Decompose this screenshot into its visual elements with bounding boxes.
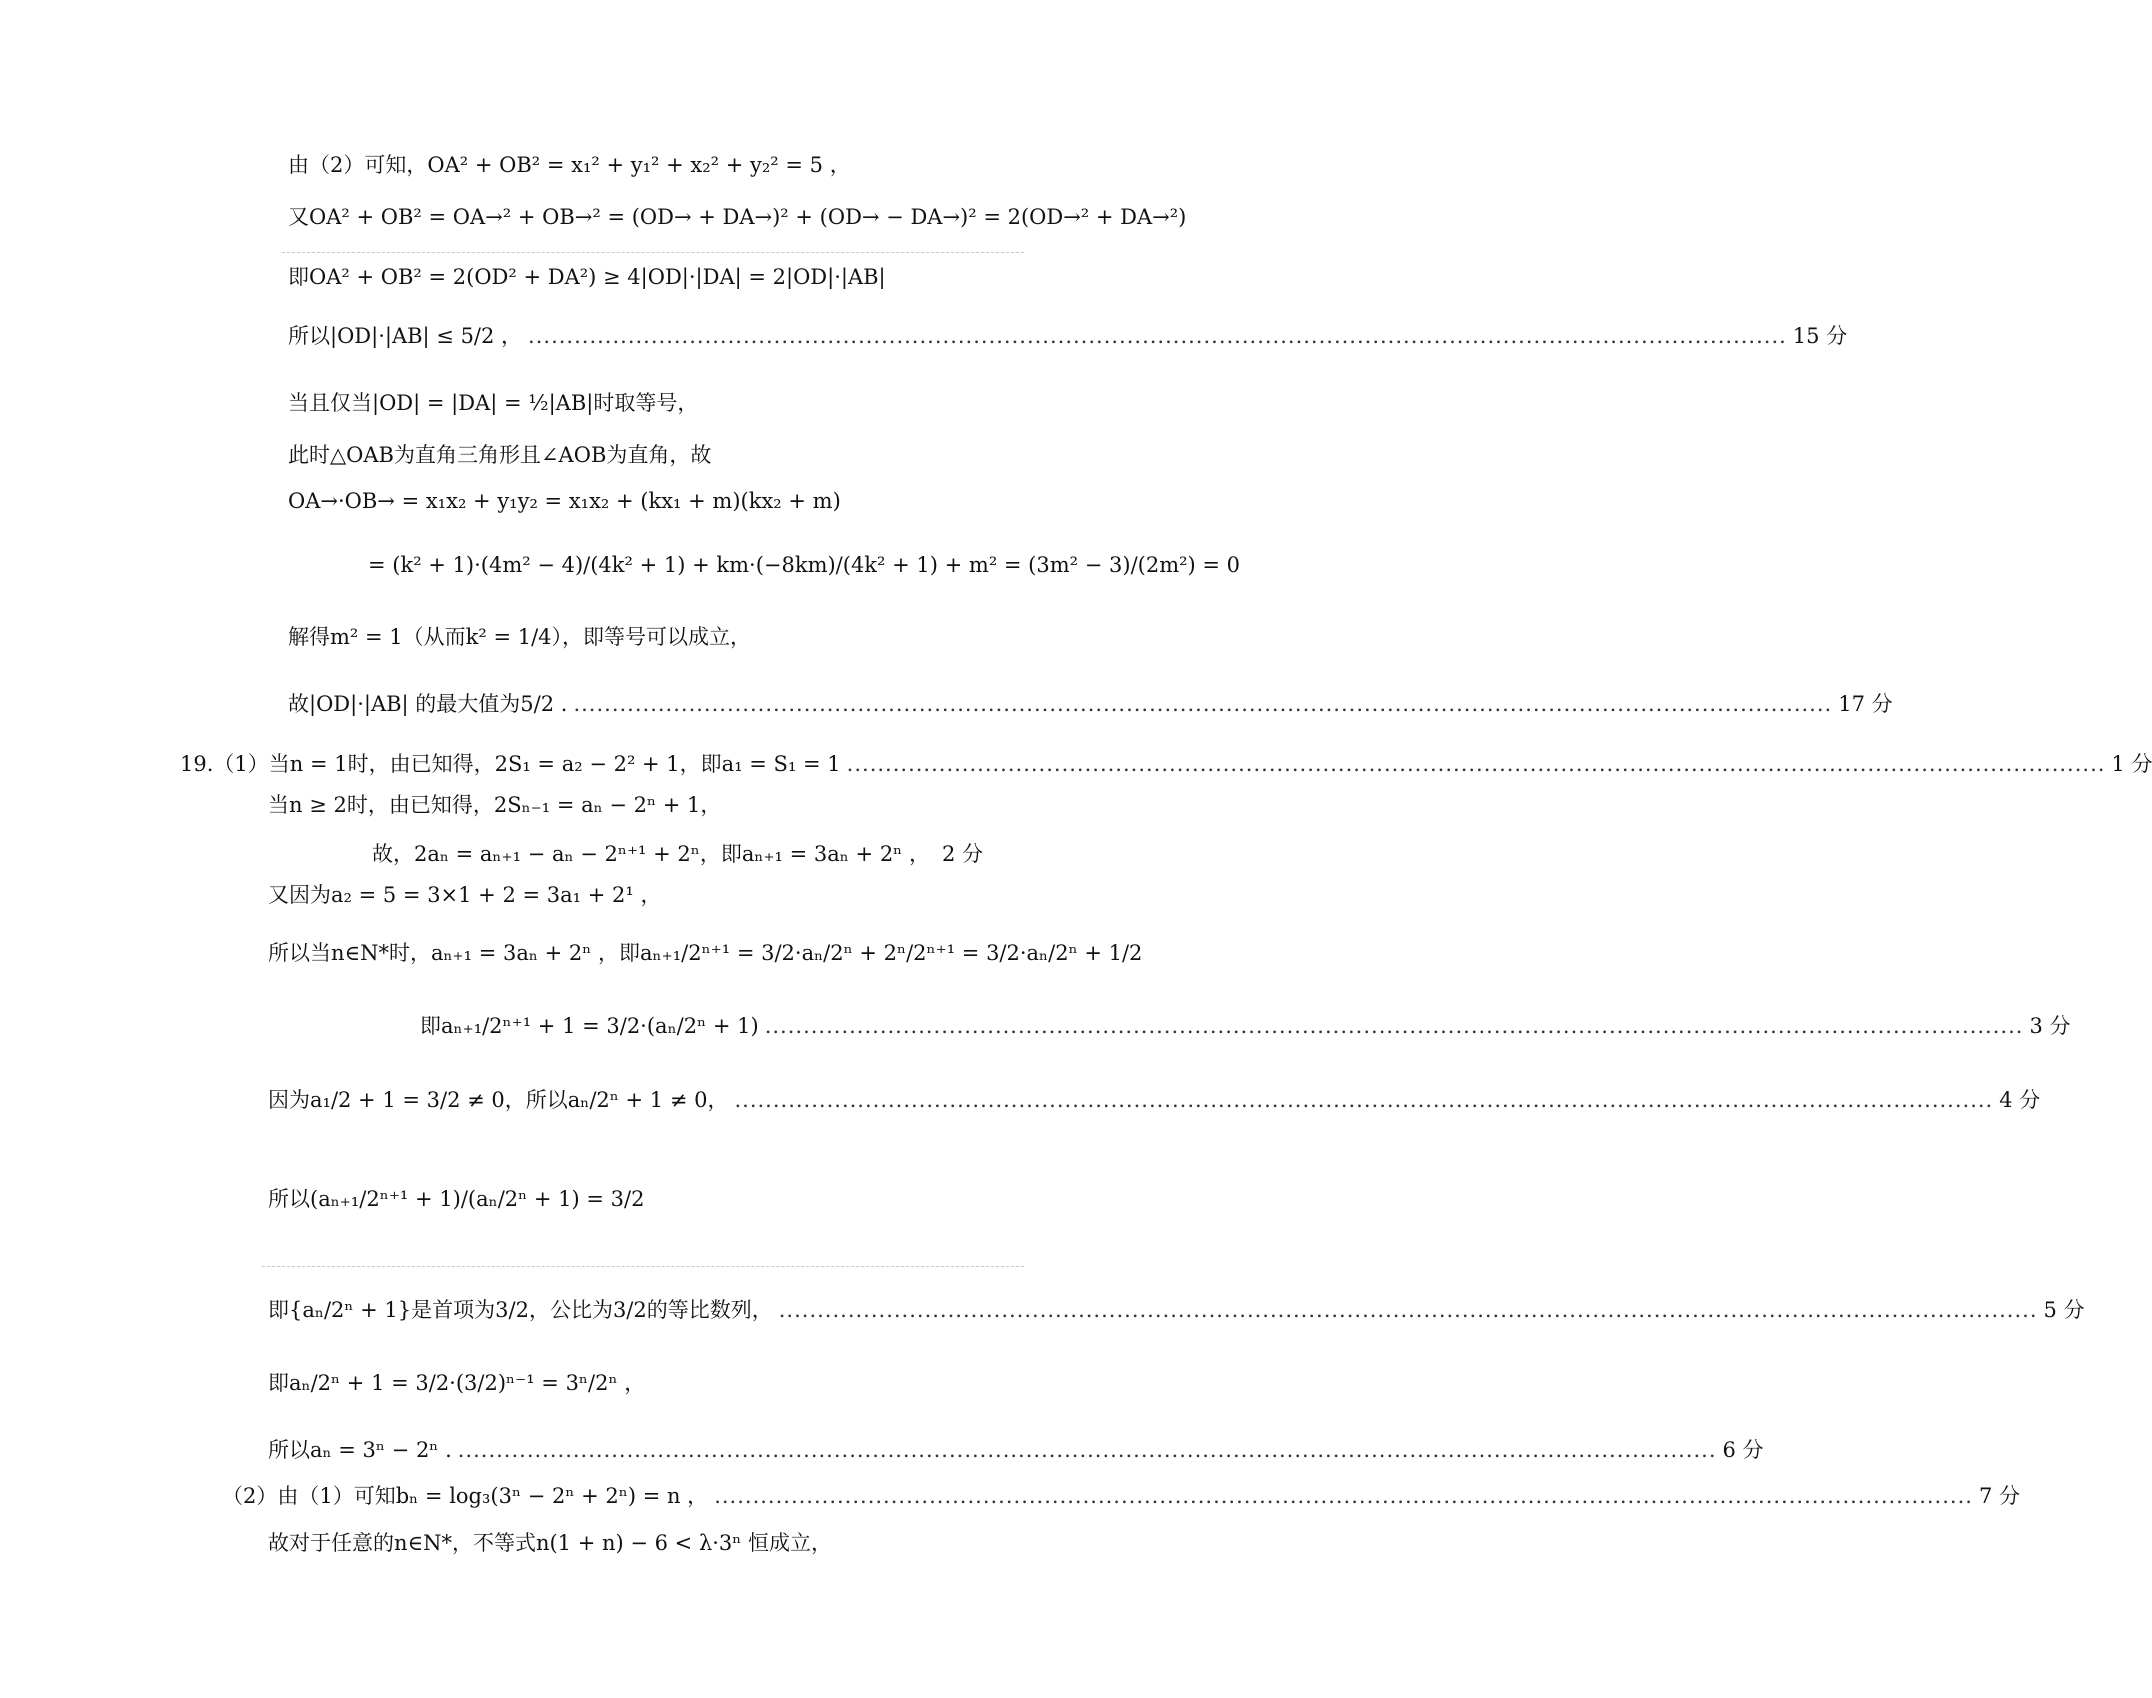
line-text: 因为a₁/2 + 1 = 3/2 ≠ 0，所以aₙ/2ⁿ + 1 ≠ 0，: [268, 1088, 729, 1112]
line-text: （2）由（1）可知bₙ = log₃(3ⁿ − 2ⁿ + 2ⁿ) = n ，: [222, 1484, 709, 1508]
score-label: 5 分: [2043, 1298, 2085, 1322]
dot-leader: ....................................................................................................................................................................: [528, 324, 1787, 348]
divider: [282, 252, 1024, 253]
dot-leader: ....................................................................................................................................................................: [457, 1438, 1717, 1462]
text-line: 当n ≥ 2时，由已知得，2Sₙ₋₁ = aₙ − 2ⁿ + 1，: [268, 793, 722, 817]
score-label: 4 分: [1999, 1088, 2041, 1112]
text-line: 解得m² = 1（从而k² = 1/4），即等号可以成立，: [288, 625, 752, 649]
text-line: 由（2）可知，OA² + OB² = x₁² + y₁² + x₂² + y₂² = 5 ，: [288, 153, 851, 177]
score-label: 15 分: [1792, 324, 1848, 348]
line-text: 故，2aₙ = aₙ₊₁ − aₙ − 2ⁿ⁺¹ + 2ⁿ，即aₙ₊₁ = 3aₙ + 2ⁿ ，: [372, 842, 930, 866]
scored-line: [372, 838, 983, 868]
text-line: 所以当n∈N*时，aₙ₊₁ = 3aₙ + 2ⁿ ，即aₙ₊₁/2ⁿ⁺¹ = 3/2·aₙ/2ⁿ + 2ⁿ/2ⁿ⁺¹ = 3/2·aₙ/2ⁿ + 1/2: [268, 941, 1143, 965]
text-line: 又因为a₂ = 5 = 3×1 + 2 = 3a₁ + 2¹ ，: [268, 883, 662, 907]
score-label: 1 分: [2111, 752, 2152, 776]
line-text: 即aₙ₊₁/2ⁿ⁺¹ + 1 = 3/2·(aₙ/2ⁿ + 1): [420, 1014, 759, 1038]
dot-leader: ....................................................................................................................................................................: [764, 1014, 2024, 1038]
dot-leader: ....................................................................................................................................................................: [734, 1088, 1994, 1112]
scored-line: [288, 320, 1848, 350]
scored-line: [222, 1480, 2020, 1510]
text-line: 又OA² + OB² = OA→² + OB→² = (OD→ + DA→)² + (OD→ − DA→)² = 2(OD→² + DA→²): [288, 205, 1187, 229]
text-line: = (k² + 1)·(4m² − 4)/(4k² + 1) + km·(−8km)/(4k² + 1) + m² = (3m² − 3)/(2m²) = 0: [368, 553, 1241, 577]
text-line: 即aₙ/2ⁿ + 1 = 3/2·(3/2)ⁿ⁻¹ = 3ⁿ/2ⁿ ，: [268, 1371, 646, 1395]
scored-line: [268, 1434, 1764, 1464]
score-label: 17 分: [1838, 692, 1893, 716]
line-text: 19.（1）当n = 1时，由已知得，2S₁ = a₂ − 2² + 1，即a₁ = S₁ = 1: [180, 752, 841, 776]
line-text: 故|OD|·|AB| 的最大值为5/2 .: [288, 692, 568, 716]
score-label: 6 分: [1722, 1438, 1764, 1462]
text-line: 故对于任意的n∈N*，不等式n(1 + n) − 6 < λ·3ⁿ 恒成立，: [268, 1531, 833, 1555]
dot-leader: ....................................................................................................................................................................: [846, 752, 2106, 776]
score-label: 2 分: [941, 842, 983, 866]
line-text: 所以|OD|·|AB| ≤ 5/2 ，: [288, 324, 523, 348]
divider: [262, 1266, 1024, 1267]
text-line: 当且仅当|OD| = |DA| = ½|AB|时取等号，: [288, 391, 699, 415]
scored-line: [268, 1294, 2085, 1324]
scored-line: [420, 1010, 2071, 1040]
line-text: 所以aₙ = 3ⁿ − 2ⁿ .: [268, 1438, 452, 1462]
scored-line: [268, 1084, 2041, 1114]
score-label: 7 分: [1978, 1484, 2020, 1508]
dot-leader: ....................................................................................................................................................................: [714, 1484, 1973, 1508]
dot-leader: ....................................................................................................................................................................: [573, 692, 1833, 716]
scored-line: [288, 688, 1893, 718]
text-line: 所以(aₙ₊₁/2ⁿ⁺¹ + 1)/(aₙ/2ⁿ + 1) = 3/2: [268, 1187, 645, 1211]
scored-line: [180, 748, 2152, 778]
line-text: 即{aₙ/2ⁿ + 1}是首项为3/2，公比为3/2的等比数列，: [268, 1298, 773, 1322]
text-line: 此时△OAB为直角三角形且∠AOB为直角，故: [288, 443, 712, 467]
text-line: 即OA² + OB² = 2(OD² + DA²) ≥ 4|OD|·|DA| = 2|OD|·|AB|: [288, 265, 886, 289]
text-line: OA→·OB→ = x₁x₂ + y₁y₂ = x₁x₂ + (kx₁ + m)(kx₂ + m): [288, 489, 841, 513]
dot-leader: ....................................................................................................................................................................: [778, 1298, 2038, 1322]
score-label: 3 分: [2029, 1014, 2071, 1038]
